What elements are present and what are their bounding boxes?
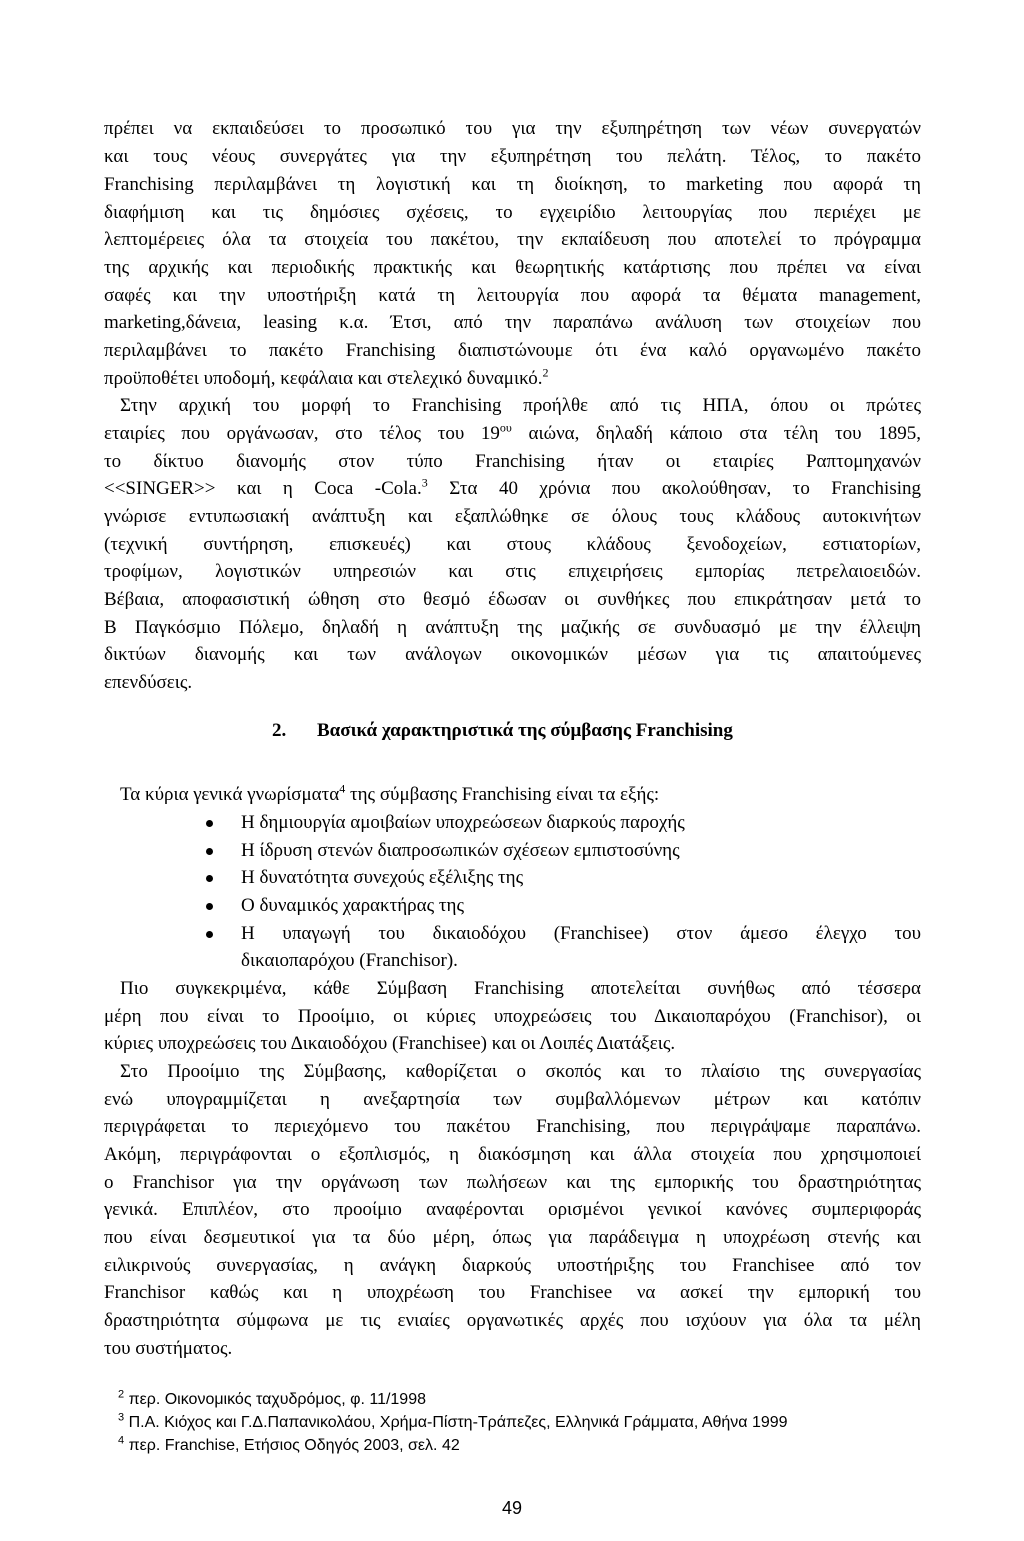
- body-line: Στο Προοίμιο της Σύμβασης, καθορίζεται ο σκοπός και το πλαίσιο της συνεργασίας: [120, 1061, 921, 1082]
- footnote: [118, 1436, 460, 1456]
- body-line: [104, 421, 921, 447]
- body-line: Πιο συγκεκριμένα, κάθε Σύμβαση Franchising αποτελείται συνήθως από τέσσερα: [120, 978, 921, 999]
- body-line: (τεχνική συντήρηση, επισκευές) και στους κλάδους ξενοδοχείων, εστιατορίων,: [104, 534, 921, 555]
- body-line: της αρχικής και περιοδικής πρακτικής και θεωρητικής κατάρτισης που πρέπει να είναι: [104, 257, 921, 278]
- body-text: εταιρίες που οργάνωσαν, στο τέλος του 19: [104, 423, 500, 444]
- body-line: Β Παγκόσμιο Πόλεμο, δηλαδή η ανάπτυξη της μαζικής σε συνδυασμό με την έλλειψη: [104, 617, 921, 638]
- body-line: το δίκτυο διανομής στον τύπο Franchising ήταν οι εταιρίες Ραπτομηχανών: [104, 451, 921, 472]
- footnote-ref: 3: [421, 475, 428, 490]
- footnote: [118, 1413, 788, 1433]
- footnote-ref: 2: [542, 365, 549, 380]
- list-item-text: Ο δυναμικός χαρακτήρας της: [241, 895, 464, 916]
- body-line: γνώρισε εντυπωσιακή ανάπτυξη και εξαπλώθηκε σε όλους τους κλάδους αυτοκινήτων: [104, 506, 921, 527]
- body-text: Στα 40 χρόνια που ακολούθησαν, το Franchising: [427, 478, 921, 499]
- footnote-mark: 2: [118, 1388, 125, 1401]
- superscript: ου: [499, 420, 512, 435]
- body-line: που είναι δεσμευτικοί για τα δύο μέρη, όπως για παράδειγμα η υποχρέωση στενής και: [104, 1227, 921, 1248]
- body-line: κύριες υποχρεώσεις του Δικαιοδόχου (Franchisee) και οι Λοιπές Διατάξεις.: [104, 1033, 676, 1054]
- body-line: του συστήματος.: [104, 1338, 233, 1359]
- footnote-ref: 4: [339, 781, 346, 796]
- body-line: σαφές και την υποστήριξη κατά τη λειτουργία που αφορά τα θέματα management,: [104, 285, 921, 306]
- body-line: ενώ υπογραμμίζεται η ανεξαρτησία των συμβαλλόμενων μέτρων και κατόπιν: [104, 1089, 921, 1110]
- page-number: 49: [501, 1498, 523, 1518]
- section-title: Βασικά χαρακτηριστικά της σύμβασης Franchising: [317, 720, 733, 741]
- body-line: δικτύων διανομής και των ανάλογων οικονομικών μέσων για τις απαιτούμενες: [104, 644, 921, 665]
- list-item-text: Η ίδρυση στενών διαπροσωπικών σχέσεων εμπιστοσύνης: [241, 840, 680, 861]
- body-line: περιγράφεται το περιεχόμενο του πακέτου Franchising, που περιγράψαμε παραπάνω.: [104, 1116, 921, 1137]
- bullet-icon: [206, 820, 213, 827]
- body-text: Τα κύρια γενικά γνωρίσματα: [120, 784, 340, 805]
- list-item-text: δικαιοπαρόχου (Franchisor).: [241, 950, 458, 971]
- body-line: μέρη που είναι το Προοίμιο, οι κύριες υποχρεώσεις του Δικαιοπαρόχου (Franchisor), οι: [104, 1006, 921, 1027]
- list-item-text: Η δυνατότητα συνεχούς εξέλιξης της: [241, 867, 524, 888]
- body-line: marketing,δάνεια, leasing κ.α. Έτσι, από την παραπάνω ανάλυση των στοιχείων που: [104, 312, 921, 333]
- body-line: Στην αρχική του μορφή το Franchising προήλθε από τις ΗΠΑ, όπου οι πρώτες: [120, 395, 921, 416]
- list-item-text: Η υπαγωγή του δικαιοδόχου (Franchisee) στον άμεσο έλεγχο του: [241, 923, 921, 944]
- bullet-icon: [206, 875, 213, 882]
- body-line: ο Franchisor για την οργάνωση των πωλήσεων και της εμπορικής του δραστηριότητας: [104, 1172, 921, 1193]
- bullet-icon: [206, 848, 213, 855]
- body-line: Βέβαια, αποφασιστική ώθηση στο θεσμό έδωσαν οι συνθήκες που επικράτησαν μετά το: [104, 589, 921, 610]
- bullet-icon: [206, 931, 213, 938]
- body-text: αιώνα, δηλαδή κάποιο στα τέλη του 1895,: [511, 423, 921, 444]
- footnote-text: περ. Οικονομικός ταχυδρόμος, φ. 11/1998: [124, 1391, 426, 1408]
- body-line: [104, 476, 921, 502]
- body-line: Ακόμη, περιγράφονται ο εξοπλισμός, η διακόσμηση και άλλα στοιχεία που χρησιμοποιεί: [104, 1144, 921, 1165]
- footnote-text: περ. Franchise, Ετήσιος Οδηγός 2003, σελ. 42: [124, 1437, 460, 1454]
- body-line: Franchising περιλαμβάνει τη λογιστική και τη διοίκηση, το marketing που αφορά τη: [104, 174, 921, 195]
- body-line: Franchisor καθώς και η υποχρέωση του Franchisee να ασκεί την εμπορική του: [104, 1282, 921, 1303]
- body-line: πρέπει να εκπαιδεύσει το προσωπικό του για την εξυπηρέτηση των νέων συνεργατών: [104, 118, 921, 139]
- footnote: [118, 1390, 426, 1410]
- body-text: της σύμβασης Franchising είναι τα εξής:: [345, 784, 660, 805]
- footnote-mark: 4: [118, 1434, 125, 1447]
- body-line: λεπτομέρειες όλα τα στοιχεία του πακέτου, την εκπαίδευση που αποτελεί το πρόγραμμα: [104, 229, 921, 250]
- list-item-text: Η δημιουργία αμοιβαίων υποχρεώσεων διαρκούς παροχής: [241, 812, 685, 833]
- body-line: περιλαμβάνει το πακέτο Franchising διαπιστώνουμε ότι ένα καλό οργανωμένο πακέτο: [104, 340, 921, 361]
- section-number: 2.: [272, 720, 287, 741]
- body-line: [104, 366, 921, 392]
- bullet-icon: [206, 903, 213, 910]
- body-line: δραστηριότητα σύμφωνα με τις ενιαίες οργανωτικές αρχές που ισχύουν για όλα τα μέλη: [104, 1310, 921, 1331]
- body-line: επενδύσεις.: [104, 672, 193, 693]
- body-line: γενικά. Επιπλέον, στο προοίμιο αναφέρονται ορισμένοι γενικοί κανόνες συμπεριφοράς: [104, 1199, 921, 1220]
- body-line: ειλικρινούς συνεργασίας, η ανάγκη διαρκούς υποστήριξης του Franchisee από τον: [104, 1255, 921, 1276]
- body-line: διαφήμιση και τις δημόσιες σχέσεις, το εγχειρίδιο λειτουργίας που περιέχει με: [104, 202, 921, 223]
- footnote-mark: 3: [118, 1411, 125, 1424]
- body-text: προϋποθέτει υποδομή, κεφάλαια και στελεχικό δυναμικό.: [104, 368, 543, 389]
- footnote-text: Π.Α. Κιόχος και Γ.Δ.Παπανικολάου, Χρήμα-Πίστη-Τράπεζες, Ελληνικά Γράμματα, Αθήνα 1999: [124, 1414, 788, 1431]
- body-line: τροφίμων, λογιστικών υπηρεσιών και στις επιχειρήσεις εμπορίας πετρελαιοειδών.: [104, 561, 921, 582]
- list-intro: [120, 782, 937, 808]
- body-text: <<SINGER>> και η Coca -Cola.: [104, 478, 422, 499]
- body-line: και τους νέους συνεργάτες για την εξυπηρέτηση του πελάτη. Τέλος, το πακέτο: [104, 146, 921, 167]
